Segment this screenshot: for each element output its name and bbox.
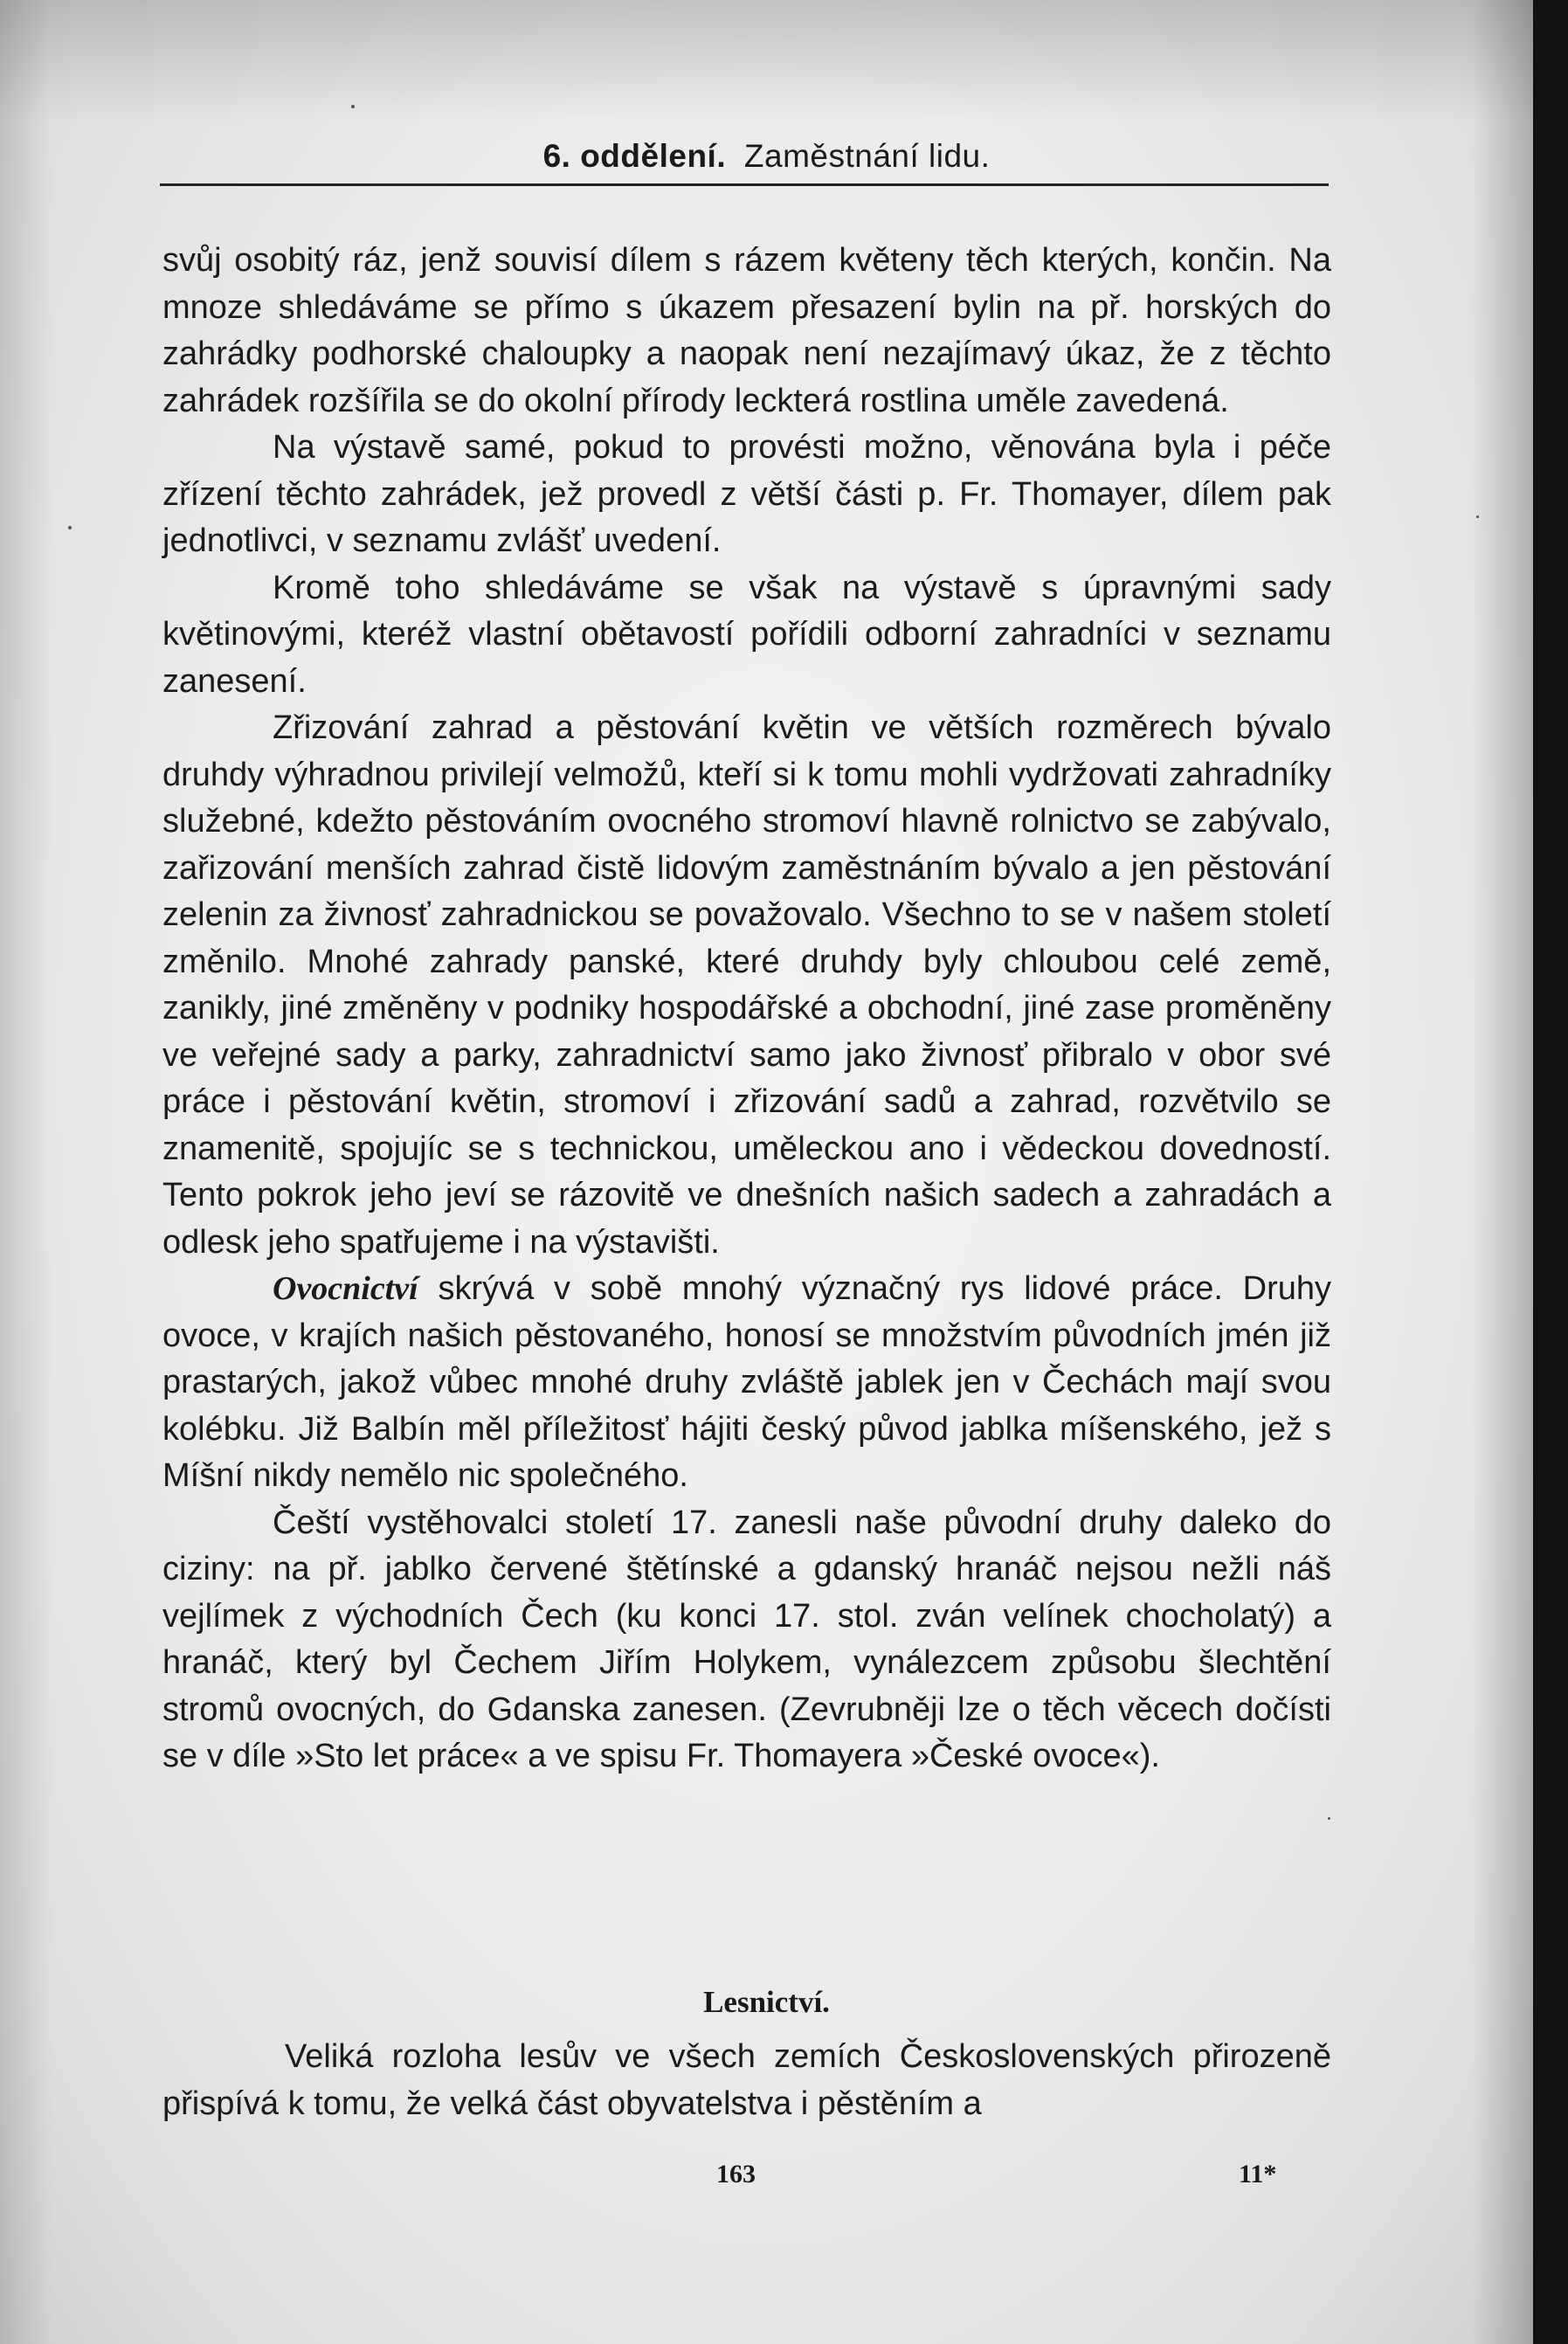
signature-mark: 11* [1239, 2160, 1277, 2188]
scan-shadow-top [0, 0, 1533, 122]
header-rule [160, 183, 1329, 186]
ovocnictvi-text: skrývá v sobě mnohý význačný rys lidové práce. Druhy ovoce, v krajích našich pěstovaného, honosí se množstvím původních jmén již prastarých, jakož vůbec mnohé druhy zvláště jablek jen v Čechách mají svou kolébku. Již Balbín měl příležitosť hájiti český původ jablka míšenského, jež s Míšní nikdy nemělo nic společného. [162, 1270, 1331, 1494]
page-number: 163 [716, 2160, 756, 2188]
paragraph: Veliká rozloha lesův ve všech zemích Československých přirozeně přispívá k tomu, že velká část obyvatelstva i pěstěním a [162, 2038, 1331, 2122]
keyword-ovocnictvi: Ovocnictví [273, 1270, 418, 1307]
section-title: Zaměstnání lidu. [743, 138, 991, 174]
body-text-lesnictvi [162, 2034, 1331, 2127]
running-head [0, 138, 1533, 175]
scan-speck [1328, 1817, 1330, 1820]
paragraph: Na výstavě samé, pokud to provésti možno, věnována byla i péče zřízení těchto zahrádek, jež provedl z větší části p. Fr. Thomayer, dílem pak jednotlivci, v seznamu zvlášť uvedení. [162, 429, 1331, 559]
scan-speck [351, 105, 355, 108]
paragraph: Čeští vystěhovalci století 17. zanesli naše původní druhy daleko do ciziny: na př. jablko červené štětínské a gdanský hranáč nejsou nežli náš vejlímek z východních Čech (ku konci 17. stol. zván velínek chocholatý) a hranáč, který byl Čechem Jiřím Holykem, vynálezcem způsobu šlechtění stromů ovocných, do Gdanska zanesen. (Zevrubněji lze o těch věcech dočísti se v díle »Sto let práce« a ve spisu Fr. Thomayera »České ovoce«). [162, 1504, 1331, 1774]
paragraph: Zřizování zahrad a pěstování květin ve větších rozměrech bývalo druhdy výhradnou privilejí velmožů, kteří si k tomu mohli vydržovati zahradníky služebné, kdežto pěstováním ovocného stromoví hlavně rolnictvo se zabývalo, zařizování menších zahrad čistě lidovým zaměstnáním bývalo a jen pěstování zelenin za živnosť zahradnickou se považovalo. Všechno to se v našem století změnilo. Mnohé zahrady panské, které druhdy byly chloubou celé země, zanikly, jiné změněny v podniky hospodářské a obchodní, jiné zase proměněny ve veřejné sady a parky, zahradnictví samo jako živnosť přibralo v obor své práce i pěstování květin, stromoví i zřizování sadů a zahrad, rozvětvilo se znamenitě, spojujíc se s technickou, uměleckou ano i vědeckou dovedností. Tento pokrok jeho jeví se rázovitě ve dnešních našich sadech a zahradách a odlesk jeho spatřujeme i na výstavišti. [162, 709, 1331, 1261]
paragraph-ovocnictvi [162, 1266, 1331, 1500]
body-text [162, 238, 1331, 1780]
scan-speck [68, 526, 72, 529]
paragraph-continued: svůj osobitý ráz, jenž souvisí dílem s rázem květeny těch kterých, končin. Na mnoze shledáváme se přímo s úkazem přesazení bylin na př. horských do zahrádky podhorské chaloupky a naopak není nezajímavý úkaz, že z těchto zahrádek rozšířila se do okolní přírody leckterá rostlina uměle zavedená. [162, 242, 1331, 419]
section-heading-lesnictvi: Lesnictví. [703, 1985, 830, 2019]
scan-speck [1476, 515, 1479, 518]
section-number: 6. oddělení. [542, 138, 727, 174]
paragraph: Kromě toho shledáváme se však na výstavě s úpravnými sady květinovými, kteréž vlastní obětavostí pořídili odborní zahradníci v seznamu zanesení. [162, 569, 1331, 700]
